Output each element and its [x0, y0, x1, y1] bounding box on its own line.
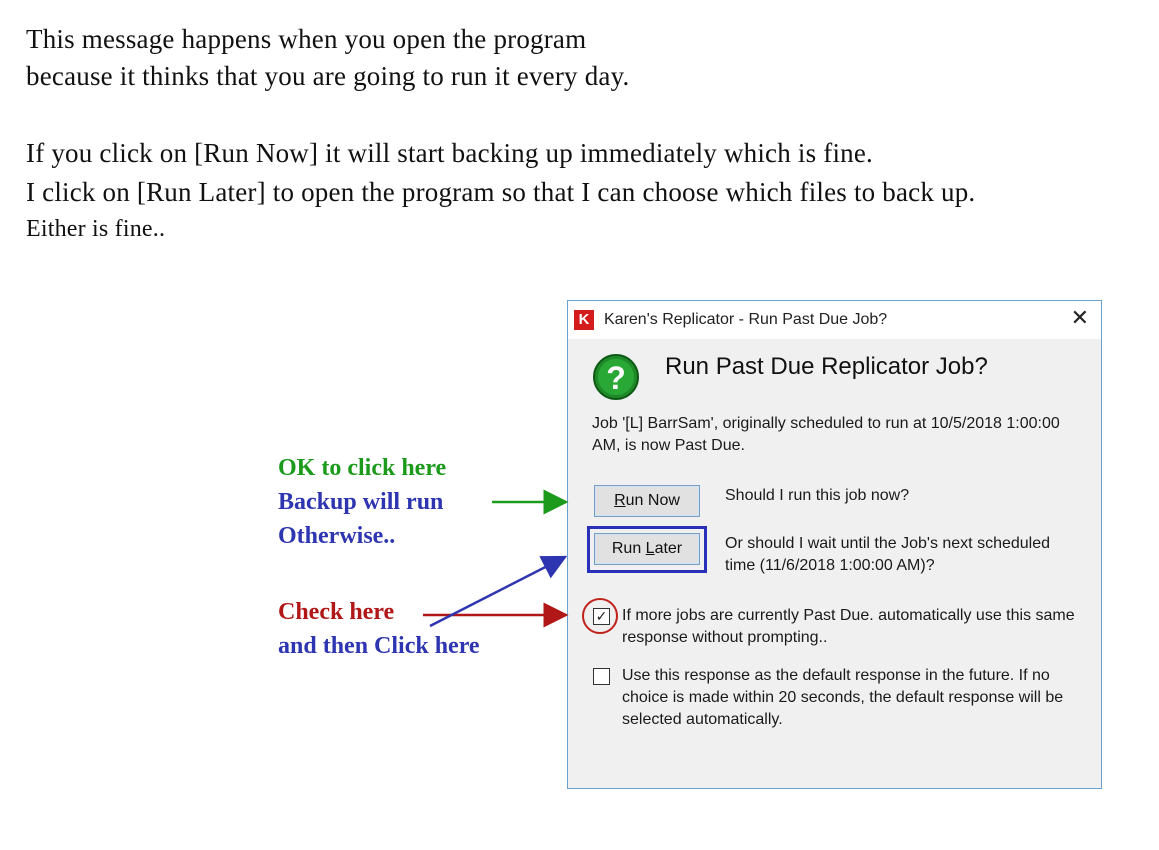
- intro-line-1: This message happens when you open the program: [26, 24, 587, 54]
- intro-line-3: If you click on [Run Now] it will start backing up immediately which is fine.: [26, 138, 873, 168]
- window-title: Karen's Replicator - Run Past Due Job?: [604, 311, 888, 328]
- intro-line-5: Either is fine..: [26, 216, 166, 242]
- question-mark-glyph: ?: [606, 360, 626, 396]
- annotation-otherwise: Otherwise..: [278, 523, 396, 549]
- job-description: Job '[L] BarrSam', originally scheduled to run at 10/5/2018 1:00:00 AM, is now Past Due.: [592, 415, 1060, 454]
- intro-line-2: because it thinks that you are going to run it every day.: [26, 61, 630, 91]
- intro-line-4: I click on [Run Later] to open the program so that I can choose which files to back up.: [26, 177, 976, 207]
- run-later-text: Or should I wait until the Job's next scheduled time (11/6/2018 1:00:00 AM)?: [725, 535, 1051, 574]
- annotation-backup-will-run: Backup will run: [278, 489, 444, 515]
- dialog-heading: Run Past Due Replicator Job?: [665, 353, 988, 380]
- annotation-then-click-here: and then Click here: [278, 633, 480, 659]
- close-icon[interactable]: ✕: [1070, 305, 1089, 330]
- annotation-ok-to-click: OK to click here: [278, 455, 447, 481]
- default-response-label: Use this response as the default response in the future. If no choice is made within 20 seconds, the default response will be selected automatically.: [622, 667, 1064, 728]
- run-later-label-start: Run: [611, 540, 646, 557]
- run-now-mnemonic: R: [614, 492, 626, 509]
- run-later-mnemonic: L: [645, 540, 655, 557]
- replicator-app-icon: K: [574, 310, 594, 330]
- annotation-check-here: Check here: [278, 599, 395, 625]
- run-now-text: Should I run this job now?: [725, 487, 910, 504]
- same-response-label: If more jobs are currently Past Due. automatically use this same response without prompting..: [622, 607, 1075, 646]
- run-later-label-end: ater: [654, 540, 683, 557]
- same-response-checkbox[interactable]: ✓: [593, 608, 610, 625]
- run-now-label: un Now: [625, 492, 680, 509]
